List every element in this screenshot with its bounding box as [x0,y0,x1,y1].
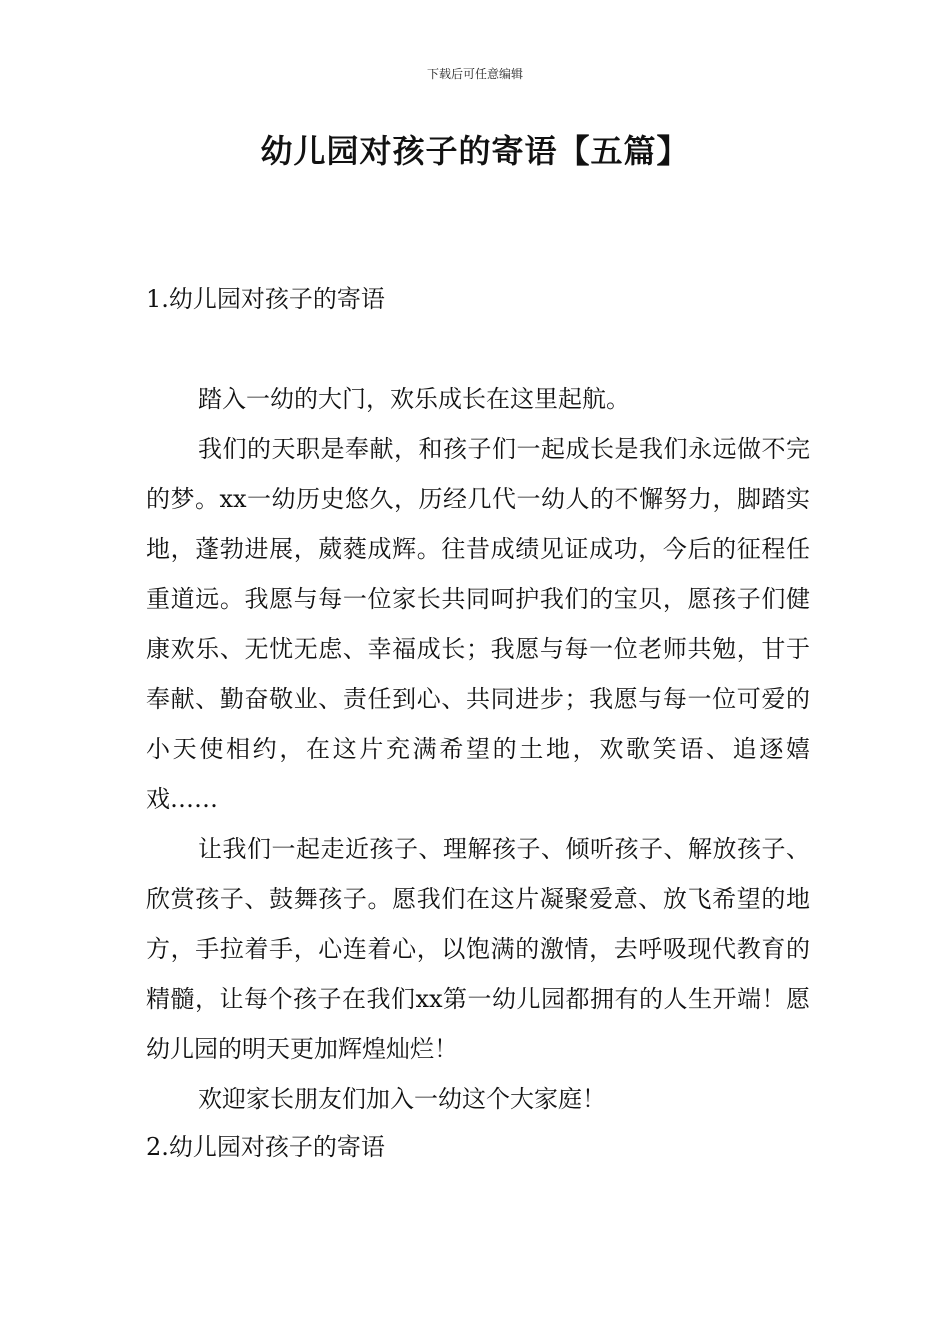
section-1-paragraph-2: 我们的天职是奉献，和孩子们一起成长是我们永远做不完的梦。xx一幼历史悠久，历经几代一幼人的不懈努力，脚踏实地，蓬勃进展，葳蕤成辉。往昔成绩见证成功，今后的征程任重道远。我愿与每一位家长共同呵护我们的宝贝，愿孩子们健康欢乐、无忧无虑、幸福成长；我愿与每一位老师共勉，甘于奉献、勤奋敬业、责任到心、共同进步；我愿与每一位可爱的小天使相约，在这片充满希望的土地，欢歌笑语、追逐嬉戏…… [146,435,810,813]
section-1-heading: 1.幼儿园对孩子的寄语 [146,285,385,313]
header-note: 下载后可任意编辑 [426,67,523,81]
section-1-paragraph-1: 踏入一幼的大门，欢乐成长在这里起航。 [198,385,630,413]
section-2-heading: 2.幼儿园对孩子的寄语 [146,1133,385,1161]
section-1-paragraph-3: 让我们一起走近孩子、理解孩子、倾听孩子、解放孩子、欣赏孩子、鼓舞孩子。愿我们在这片凝聚爱意、放飞希望的地方，手拉着手，心连着心，以饱满的激情，去呼吸现代教育的精髓，让每个孩子在我们xx第一幼儿园都拥有的人生开端！愿幼儿园的明天更加辉煌灿烂！ [146,835,810,1063]
document-title: 幼儿园对孩子的寄语【五篇】 [260,132,690,170]
section-1-paragraph-4: 欢迎家长朋友们加入一幼这个大家庭！ [198,1085,606,1113]
